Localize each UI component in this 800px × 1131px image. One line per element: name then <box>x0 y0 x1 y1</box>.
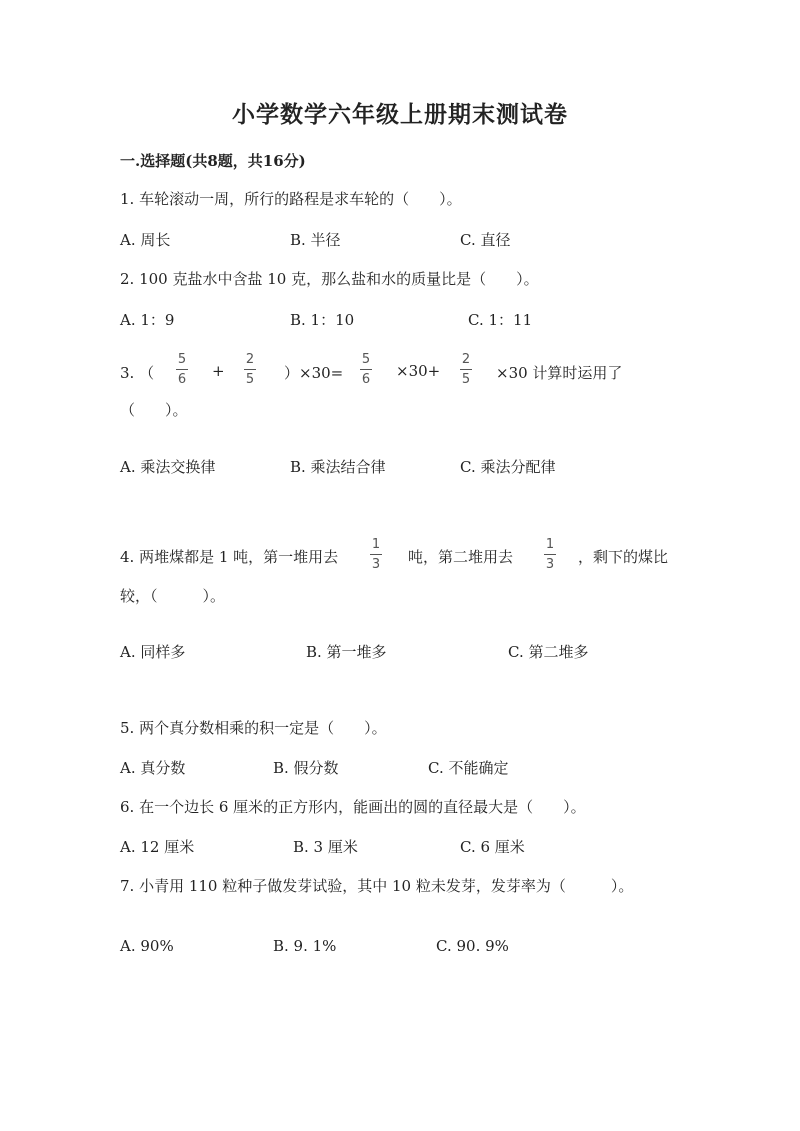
question-4-option-c: C. 第二堆多 <box>508 643 589 661</box>
question-5: 5. 两个真分数相乘的积一定是（ ）。 <box>120 719 387 737</box>
question-4-fraction-2 <box>544 538 556 571</box>
question-4-part-2: 吨，第二堆用去 <box>408 548 514 566</box>
question-4-fraction-1 <box>370 538 382 571</box>
fraction-denominator: 3 <box>545 557 555 572</box>
question-5-option-a: A. 真分数 <box>120 759 186 777</box>
question-3-option-b: B. 乘法结合律 <box>290 458 386 476</box>
question-7-option-b: B. 9. 1% <box>273 937 337 955</box>
fraction-numerator: 1 <box>545 537 555 552</box>
question-1-option-a: A. 周长 <box>120 231 171 249</box>
question-4-part-1: 4. 两堆煤都是 1 吨，第一堆用去 <box>120 548 339 566</box>
fraction-numerator: 1 <box>371 537 381 552</box>
fraction-bar <box>460 369 472 370</box>
question-2-option-b: B. 1：10 <box>290 311 355 329</box>
question-4-option-b: B. 第一堆多 <box>306 643 387 661</box>
fraction-bar <box>244 369 256 370</box>
question-1: 1. 车轮滚动一周，所行的路程是求车轮的（ ）。 <box>120 190 462 208</box>
fraction-numerator: 5 <box>361 352 371 367</box>
question-7: 7. 小青用 110 粒种子做发芽试验，其中 10 粒未发芽，发芽率为（ ）。 <box>120 877 634 895</box>
question-4-option-a: A. 同样多 <box>120 643 186 661</box>
fraction-bar <box>360 369 372 370</box>
question-5-option-b: B. 假分数 <box>273 759 339 777</box>
fraction-numerator: 5 <box>177 352 187 367</box>
fraction-bar <box>370 554 382 555</box>
page-title: 小学数学六年级上册期末测试卷 <box>232 101 568 128</box>
fraction-denominator: 6 <box>177 372 187 387</box>
question-3-part-3: ）×30= <box>284 364 344 382</box>
question-6-option-a: A. 12 厘米 <box>120 838 195 856</box>
question-6-option-b: B. 3 厘米 <box>293 838 358 856</box>
question-3-option-c: C. 乘法分配律 <box>460 458 556 476</box>
question-7-option-a: A. 90% <box>120 937 174 955</box>
question-3-part-1: 3. （ <box>120 364 155 382</box>
question-2-option-c: C. 1：11 <box>468 311 533 329</box>
question-1-option-c: C. 直径 <box>460 231 511 249</box>
question-1-option-b: B. 半径 <box>290 231 341 249</box>
question-3-fraction-4 <box>460 353 472 386</box>
question-6: 6. 在一个边长 6 厘米的正方形内，能画出的圆的直径最大是（ ）。 <box>120 798 586 816</box>
question-3-fraction-2 <box>244 353 256 386</box>
question-5-option-c: C. 不能确定 <box>428 759 509 777</box>
question-7-option-c: C. 90. 9% <box>436 937 509 955</box>
question-4-part-3: ，剩下的煤比 <box>578 548 669 566</box>
question-3-fraction-1 <box>176 353 188 386</box>
fraction-bar <box>544 554 556 555</box>
question-3-part-5: ×30 计算时运用了 <box>496 364 623 382</box>
fraction-denominator: 5 <box>245 372 255 387</box>
question-6-option-c: C. 6 厘米 <box>460 838 525 856</box>
fraction-denominator: 3 <box>371 557 381 572</box>
fraction-numerator: 2 <box>461 352 471 367</box>
question-3-fraction-3 <box>360 353 372 386</box>
question-3-plus: + <box>212 362 225 380</box>
fraction-denominator: 6 <box>361 372 371 387</box>
fraction-numerator: 2 <box>245 352 255 367</box>
question-2: 2. 100 克盐水中含盐 10 克，那么盐和水的质量比是（ ）。 <box>120 270 539 288</box>
question-2-option-a: A. 1：9 <box>120 311 175 329</box>
question-3-line-2: （ ）。 <box>120 401 188 419</box>
question-4-line-2: 较，（ ）。 <box>120 587 226 605</box>
fraction-bar <box>176 369 188 370</box>
question-3-part-4: ×30+ <box>396 362 441 380</box>
question-3-option-a: A. 乘法交换律 <box>120 458 216 476</box>
section-heading: 一.选择题(共8题，共16分) <box>120 152 306 170</box>
fraction-denominator: 5 <box>461 372 471 387</box>
